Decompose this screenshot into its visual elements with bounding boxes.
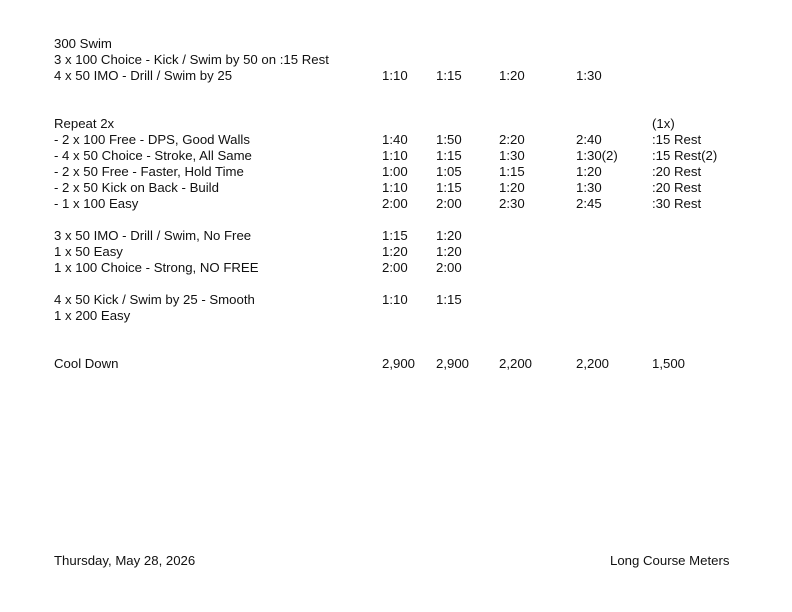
interval-col-4: 1:30 [576, 68, 602, 83]
interval-col-1: 2,900 [382, 356, 416, 371]
set-description: 1 x 100 Choice - Strong, NO FREE [54, 260, 259, 275]
blank-row [0, 84, 792, 100]
interval-col-1: 1:10 [382, 68, 408, 83]
set-description: 1 x 200 Easy [54, 308, 131, 323]
interval-col-3: 1:20 [499, 68, 525, 83]
workout-row [0, 116, 792, 132]
interval-col-2: 1:15 [436, 148, 462, 163]
workout-row [0, 68, 792, 84]
footer-date: Thursday, May 28, 2026 [54, 553, 196, 568]
interval-col-2: 2:00 [436, 260, 462, 275]
interval-col-2: 1:50 [436, 132, 462, 147]
interval-col-5: 1,500 [652, 356, 686, 371]
interval-col-5: :15 Rest [652, 132, 702, 147]
interval-col-1: 1:00 [382, 164, 408, 179]
interval-col-4: 2:40 [576, 132, 602, 147]
interval-col-3: 2:30 [499, 196, 525, 211]
workout-row [0, 36, 792, 52]
workout-table [0, 36, 792, 372]
workout-row [0, 228, 792, 244]
set-description: - 4 x 50 Choice - Stroke, All Same [54, 148, 252, 163]
set-description: - 1 x 100 Easy [54, 196, 139, 211]
interval-col-3: 1:15 [499, 164, 525, 179]
interval-col-5: (1x) [652, 116, 675, 131]
interval-col-2: 2,900 [436, 356, 470, 371]
interval-col-4: 1:30(2) [576, 148, 618, 163]
workout-row [0, 244, 792, 260]
footer-course: Long Course Meters [610, 553, 730, 568]
interval-col-3: 2,200 [499, 356, 533, 371]
workout-row [0, 180, 792, 196]
set-description: 3 x 50 IMO - Drill / Swim, No Free [54, 228, 252, 243]
interval-col-1: 1:40 [382, 132, 408, 147]
workout-row [0, 52, 792, 68]
interval-col-1: 2:00 [382, 196, 408, 211]
interval-col-2: 1:15 [436, 180, 462, 195]
set-description: 4 x 50 Kick / Swim by 25 - Smooth [54, 292, 255, 307]
interval-col-3: 1:30 [499, 148, 525, 163]
interval-col-5: :30 Rest [652, 196, 702, 211]
interval-col-2: 2:00 [436, 196, 462, 211]
interval-col-1: 1:10 [382, 148, 408, 163]
blank-row [0, 100, 792, 116]
interval-col-5: :20 Rest [652, 180, 702, 195]
interval-col-1: 2:00 [382, 260, 408, 275]
workout-row [0, 132, 792, 148]
interval-col-1: 1:10 [382, 180, 408, 195]
set-description: - 2 x 50 Free - Faster, Hold Time [54, 164, 244, 179]
workout-row [0, 148, 792, 164]
workout-row [0, 164, 792, 180]
set-description: Repeat 2x [54, 116, 115, 131]
interval-col-5: :20 Rest [652, 164, 702, 179]
set-description: - 2 x 100 Free - DPS, Good Walls [54, 132, 250, 147]
blank-row [0, 324, 792, 340]
interval-col-1: 1:20 [382, 244, 408, 259]
interval-col-1: 1:15 [382, 228, 408, 243]
interval-col-2: 1:15 [436, 68, 462, 83]
workout-row [0, 292, 792, 308]
interval-col-2: 1:15 [436, 292, 462, 307]
blank-row [0, 340, 792, 356]
interval-col-4: 2:45 [576, 196, 602, 211]
workout-row [0, 356, 792, 372]
interval-col-5: :15 Rest(2) [652, 148, 718, 163]
workout-row [0, 260, 792, 276]
set-description: - 2 x 50 Kick on Back - Build [54, 180, 219, 195]
interval-col-3: 1:20 [499, 180, 525, 195]
workout-row [0, 308, 792, 324]
set-description: 300 Swim [54, 36, 112, 51]
interval-col-4: 1:20 [576, 164, 602, 179]
interval-col-3: 2:20 [499, 132, 525, 147]
interval-col-2: 1:05 [436, 164, 462, 179]
set-description: 4 x 50 IMO - Drill / Swim by 25 [54, 68, 233, 83]
blank-row [0, 212, 792, 228]
interval-col-4: 2,200 [576, 356, 610, 371]
blank-row [0, 276, 792, 292]
workout-row [0, 196, 792, 212]
interval-col-2: 1:20 [436, 244, 462, 259]
interval-col-1: 1:10 [382, 292, 408, 307]
interval-col-2: 1:20 [436, 228, 462, 243]
set-description: Cool Down [54, 356, 119, 371]
set-description: 1 x 50 Easy [54, 244, 123, 259]
interval-col-4: 1:30 [576, 180, 602, 195]
set-description: 3 x 100 Choice - Kick / Swim by 50 on :15 Rest [54, 52, 329, 67]
